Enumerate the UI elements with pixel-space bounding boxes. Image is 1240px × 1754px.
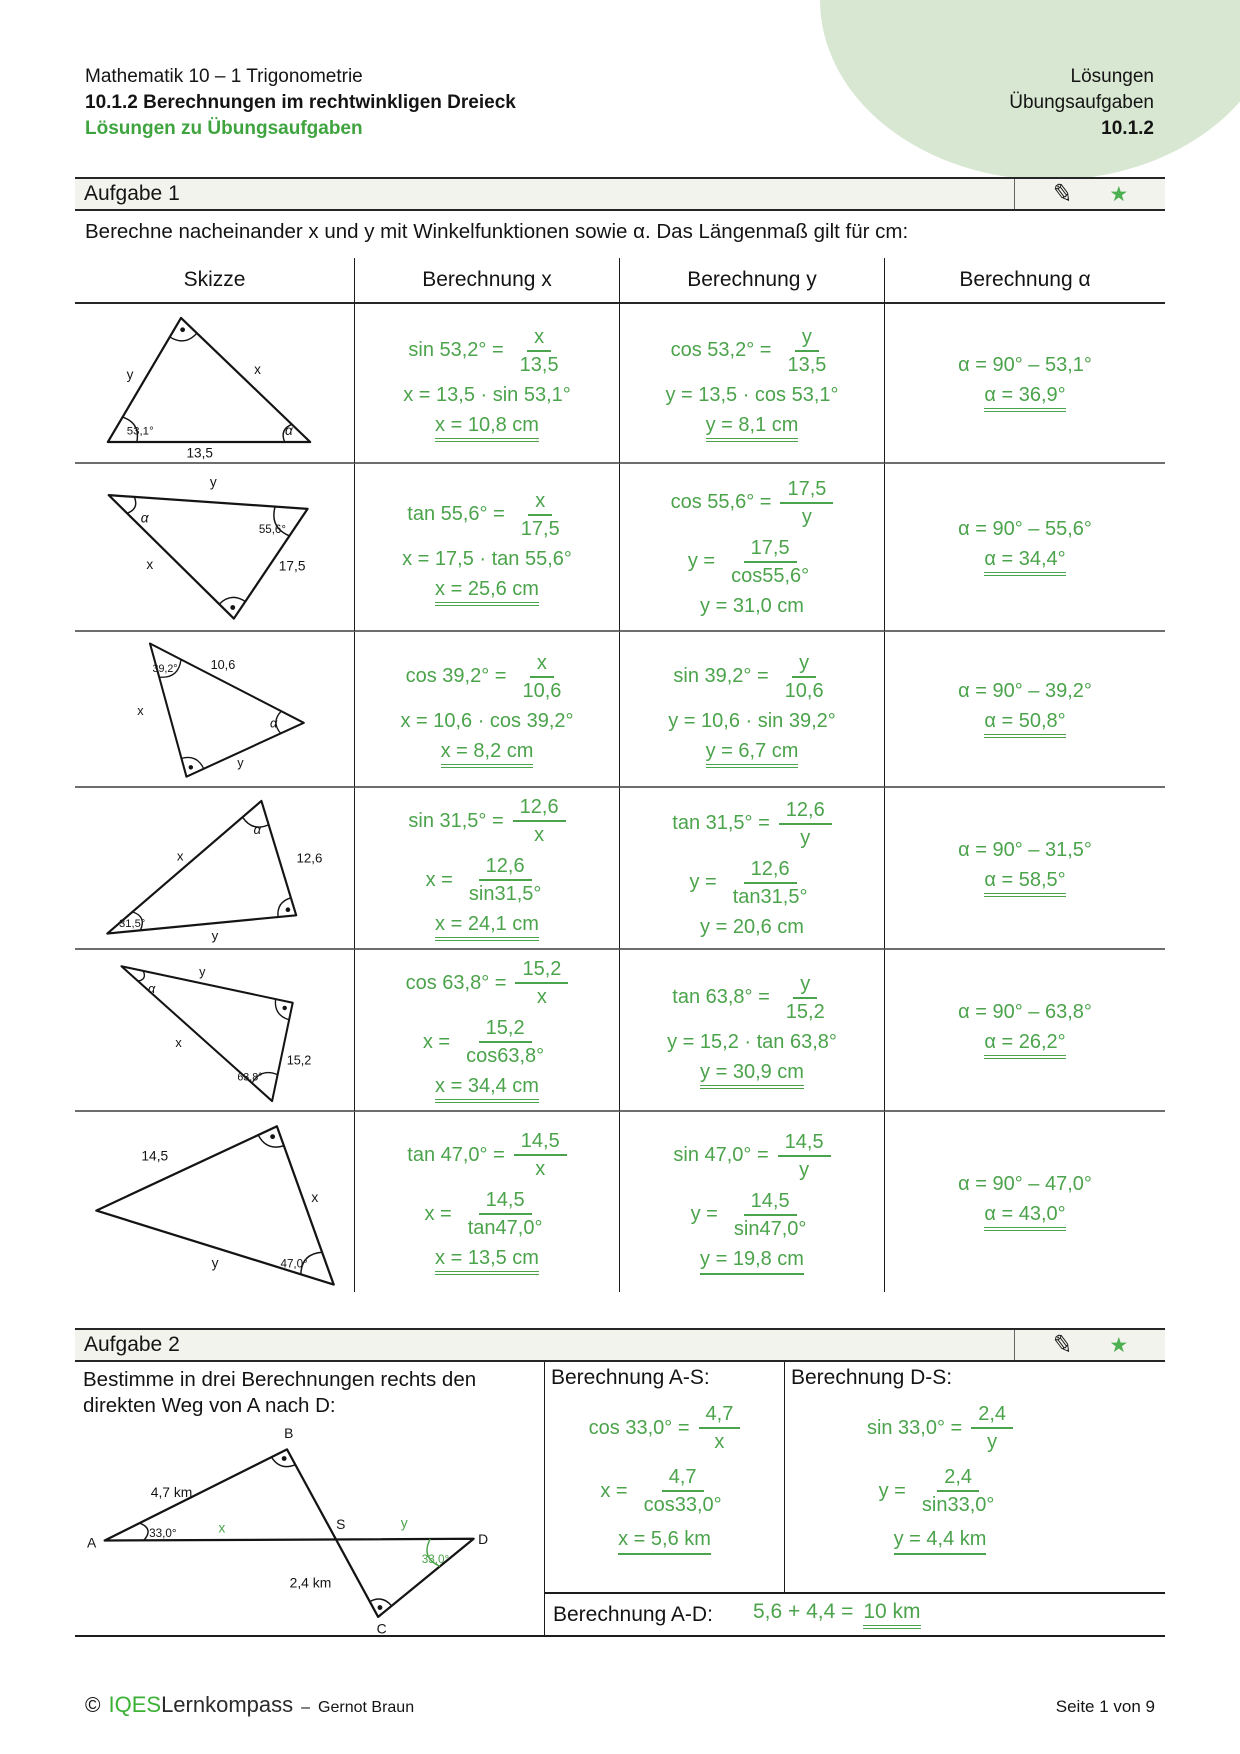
fraction-numerator: 2,4 (937, 1465, 979, 1492)
equation (407, 1129, 566, 1181)
calc-alpha-row1 (885, 304, 1165, 464)
instruction-line2: direkten Weg von A nach D: (83, 1394, 336, 1417)
fraction-numerator: 2,4 (971, 1402, 1013, 1429)
fraction-numerator: 14,5 (479, 1188, 532, 1215)
vertex-label-c: C (376, 1620, 387, 1637)
fraction (459, 1016, 551, 1068)
equation-lhs: sin 47,0° = (673, 1144, 769, 1166)
equation-step: x = 10,6 · cos 39,2° (400, 709, 574, 732)
aufgabe2-title: Aufgabe 2 (84, 1333, 180, 1356)
result-y: y = 19,8 cm (700, 1248, 804, 1275)
side-label-y: y (126, 366, 133, 382)
equation-lhs: y = (687, 550, 716, 572)
equation-lhs: x = (424, 1202, 452, 1225)
result-alpha: α = 34,4° (984, 548, 1065, 576)
right-angle-dot (230, 605, 235, 610)
aufgabe2-table (75, 1362, 1165, 1637)
fraction-numerator: 12,6 (479, 854, 532, 881)
segment-label-x: x (218, 1519, 226, 1536)
result-x: x = 24,1 cm (435, 913, 539, 941)
result-as: x = 5,6 km (618, 1528, 711, 1555)
result-x: x = 13,5 cm (435, 1247, 539, 1275)
equation-step: x = 17,5 · tan 55,6° (402, 547, 572, 570)
equation-step: y = 15,2 · tan 63,8° (667, 1030, 837, 1053)
equation (673, 651, 830, 703)
sketch-cell-row2 (75, 464, 355, 632)
equation-lhs: sin 39,2° = (673, 665, 769, 687)
equation (406, 957, 569, 1009)
base-label: 13,5 (185, 444, 213, 460)
right-angle-dot-c (378, 1605, 383, 1610)
sketch-cell-row3 (75, 632, 355, 788)
fraction-denominator: y (799, 1158, 810, 1181)
aufgabe1-title: Aufgabe 1 (84, 182, 180, 205)
equation (600, 1465, 728, 1517)
side-label-y: y (209, 474, 217, 490)
fraction-denominator: 10,6 (522, 679, 562, 702)
side-label-y: y (211, 1255, 218, 1271)
fraction-numerator: 14,5 (744, 1189, 797, 1216)
calc-x-row2 (355, 464, 620, 632)
sketch-cell-row6 (75, 1112, 355, 1292)
triangle-sketch-5 (104, 952, 326, 1107)
fraction (915, 1465, 1002, 1517)
equation-lhs: cos 55,6° = (670, 491, 772, 513)
fraction-denominator: sin47,0° (733, 1217, 807, 1240)
equation (671, 477, 834, 529)
side-label-right: 15,2 (286, 1053, 311, 1068)
calc-alpha-row6 (885, 1112, 1165, 1292)
pencil-icon: ✎ (1049, 178, 1075, 210)
equation-lhs: cos 33,0° = (588, 1416, 690, 1439)
vertex-label-a: A (87, 1534, 97, 1551)
aufgabe1-bar-icons (1014, 179, 1165, 209)
fraction-denominator: cos33,0° (643, 1494, 722, 1516)
fraction-denominator: 17,5 (520, 517, 560, 540)
equation-lhs: y = (878, 1479, 906, 1502)
fraction-denominator: y (800, 826, 811, 849)
side-label-x: x (174, 1036, 182, 1051)
equation-step: α = 90° – 47,0° (958, 1173, 1092, 1195)
side-label-x: x (310, 1190, 318, 1205)
corner-line3: 10.1.2 (1101, 118, 1154, 139)
fraction-denominator: cos55,6° (731, 564, 810, 587)
fraction (513, 795, 566, 847)
star-icon: ★ (1109, 182, 1129, 206)
fraction-denominator: sin31,5° (468, 883, 542, 905)
fraction (462, 854, 549, 906)
equation-step: y = 10,6 · sin 39,2° (668, 709, 836, 732)
equation (688, 536, 816, 588)
calc-as-equations (551, 1402, 778, 1555)
result-x: x = 8,2 cm (441, 740, 534, 768)
angle-label-bottom: 63,8° (236, 1071, 262, 1084)
equation-lhs: cos 63,8° = (405, 971, 507, 994)
triangle-sketch-2 (95, 466, 335, 629)
side-label-right: 17,5 (278, 558, 305, 574)
angle-label-left: 53,1° (126, 424, 154, 437)
result-ad: 10 km (863, 1600, 920, 1629)
result-x: x = 10,8 cm (435, 414, 539, 442)
calc-ds-equations (791, 1402, 1159, 1555)
angle-label-top: 39,2° (152, 663, 178, 676)
fraction (726, 857, 815, 909)
fraction-denominator: tan31,5° (732, 885, 808, 908)
fraction-denominator: 13,5 (519, 353, 559, 376)
calc-x-row6 (355, 1112, 620, 1292)
equation-lhs: cos 53,2° = (670, 339, 772, 361)
fraction (779, 972, 832, 1024)
equation-lhs: cos 39,2° = (405, 665, 507, 687)
equation (426, 854, 549, 906)
triangle-sketch-4 (99, 791, 331, 945)
side-label-left: 14,5 (140, 1148, 168, 1164)
fraction-numerator: 15,2 (479, 1016, 532, 1043)
result-alpha: α = 43,0° (984, 1203, 1065, 1231)
angle-label-a: 33,0° (149, 1527, 177, 1541)
corner-line1: Lösungen (1070, 66, 1154, 87)
calc-x-row5 (355, 950, 620, 1112)
fraction (727, 1189, 814, 1241)
equation-lhs: sin 53,2° = (408, 339, 504, 361)
equation (671, 325, 834, 377)
vertex-label-s: S (336, 1516, 346, 1533)
calc-y-row5 (620, 950, 885, 1112)
vertex-label-b: B (284, 1425, 294, 1442)
calc-as-label: Berechnung A-S: (551, 1366, 710, 1389)
calc-x-row1 (355, 304, 620, 464)
triangle-sketch-1 (96, 306, 334, 461)
fraction-numerator: x (528, 489, 552, 516)
footer-separator: – (301, 1699, 311, 1716)
calc-ad-label: Berechnung A-D: (553, 1602, 713, 1626)
star-icon: ★ (1109, 1333, 1129, 1357)
fraction (699, 1402, 741, 1454)
equation (691, 1189, 814, 1241)
fraction-denominator: x (714, 1431, 725, 1453)
result-y: y = 31,0 cm (700, 594, 804, 617)
equation (407, 489, 566, 541)
result-x: x = 25,6 cm (435, 578, 539, 606)
equation-lhs: sin 33,0° = (866, 1416, 963, 1439)
result-y: y = 30,9 cm (700, 1061, 804, 1089)
fraction-numerator: 12,6 (779, 798, 832, 825)
result-alpha: α = 58,5° (984, 869, 1065, 897)
brand-iqes: IQES (108, 1692, 162, 1717)
result-ds: y = 4,4 km (894, 1528, 987, 1555)
equation-step: α = 90° – 39,2° (958, 680, 1092, 702)
document-header (85, 64, 516, 142)
fraction-numerator: 4,7 (699, 1402, 741, 1429)
equation-step: α = 90° – 63,8° (958, 1001, 1092, 1023)
side-label-top: 10,6 (210, 658, 235, 673)
fraction-numerator: x (527, 325, 551, 352)
fraction-denominator: 13,5 (787, 353, 827, 376)
fraction-denominator: x (536, 986, 547, 1008)
fraction (780, 325, 833, 377)
fraction-numerator: y (793, 972, 817, 999)
angle-label-bottom: 47,0° (279, 1257, 308, 1271)
corner-line2: Übungsaufgaben (1009, 92, 1154, 113)
calc-alpha-row4 (885, 788, 1165, 950)
angle-label-left: 31,5° (118, 917, 145, 930)
equation (423, 1016, 551, 1068)
equation-step: x = 13,5 · sin 53,1° (403, 383, 571, 406)
fraction-denominator: x (534, 824, 545, 846)
fraction (461, 1188, 550, 1240)
equation-lhs: tan 63,8° = (672, 986, 770, 1008)
result-y: y = 6,7 cm (706, 740, 799, 768)
result-y: y = 8,1 cm (706, 414, 799, 442)
corner-label (1009, 64, 1154, 142)
side-label-right: 12,6 (296, 850, 322, 866)
calc-y-row1 (620, 304, 885, 464)
triangle-sketch-6 (86, 1116, 344, 1288)
fraction-denominator: sin33,0° (921, 1494, 995, 1516)
side-label-x: x (136, 704, 144, 719)
fraction-denominator: 15,2 (785, 1000, 825, 1023)
column-header-skizze: Skizze (75, 258, 355, 304)
equation (406, 651, 569, 703)
equation (673, 1130, 830, 1182)
equation-step: α = 90° – 55,6° (958, 518, 1092, 540)
calc-alpha-row2 (885, 464, 1165, 632)
right-angle-dot (285, 907, 290, 912)
calc-x-row4 (355, 788, 620, 950)
copyright-icon: © (85, 1694, 101, 1717)
equation-lhs: x = (425, 868, 453, 891)
aufgabe2-sketch-cell (75, 1362, 545, 1637)
fraction-numerator: 4,7 (662, 1465, 704, 1492)
calc-y-row6 (620, 1112, 885, 1292)
result-alpha: α = 36,9° (984, 384, 1065, 412)
sketch-cell-row1 (75, 304, 355, 464)
result-x: x = 34,4 cm (435, 1075, 539, 1103)
sketch-cell-row5 (75, 950, 355, 1112)
side-label-x: x (145, 556, 153, 572)
angle-label-right: 55,6° (258, 523, 286, 536)
triangle-sketch-3 (104, 634, 326, 783)
page-number: Seite 1 von 9 (1055, 1697, 1155, 1716)
equation (408, 795, 565, 847)
calc-y-row2 (620, 464, 885, 632)
fraction (724, 536, 816, 588)
equation-lhs: tan 31,5° = (672, 812, 770, 834)
fraction (778, 651, 831, 703)
fraction (514, 489, 567, 541)
angle-label-alpha: α (269, 717, 277, 732)
calc-ds-cell (785, 1362, 1165, 1592)
calc-ad-expression (753, 1600, 921, 1629)
pencil-icon: ✎ (1049, 1329, 1075, 1361)
side-label-y: y (236, 756, 244, 771)
fraction-denominator: cos63,8° (466, 1045, 545, 1067)
calc-y-row3 (620, 632, 885, 788)
side-label-y: y (211, 928, 218, 944)
header-course: Mathematik 10 – 1 Trigonometrie (85, 66, 363, 87)
fraction-numerator: 14,5 (514, 1129, 567, 1156)
equation-lhs: x = (600, 1479, 628, 1502)
aufgabe2-bar-icons (1014, 1330, 1165, 1360)
page-footer (85, 1692, 1155, 1718)
instruction-line1: Bestimme in drei Berechnungen rechts den (83, 1368, 477, 1391)
equation-lhs: sin 31,5° = (408, 809, 504, 832)
calc-x-row3 (355, 632, 620, 788)
equation (425, 1188, 550, 1240)
footer-brand (85, 1692, 414, 1718)
equation (672, 798, 831, 850)
aufgabe1-instruction: Berechne nacheinander x und y mit Winkelfunktionen sowie α. Das Längenmaß gilt für cm: (85, 220, 909, 243)
fraction (779, 798, 832, 850)
side-label-x: x (253, 361, 261, 377)
equation-step: α = 90° – 31,5° (958, 839, 1092, 861)
calc-ds-label: Berechnung D-S: (791, 1366, 953, 1389)
right-angle-dot (282, 1006, 286, 1010)
equation (879, 1465, 1002, 1517)
fraction (780, 477, 833, 529)
fraction-denominator: x (535, 1158, 546, 1180)
fraction (637, 1465, 729, 1517)
fraction (513, 325, 566, 377)
equation-lhs: tan 55,6° = (407, 503, 505, 525)
column-header-berechnung-x: Berechnung x (355, 258, 620, 304)
fraction-numerator: 17,5 (780, 477, 833, 504)
fraction (515, 957, 568, 1009)
calc-alpha-row3 (885, 632, 1165, 788)
right-angle-dot (180, 327, 185, 332)
equation-lhs: x = (422, 1030, 451, 1053)
equation (672, 972, 831, 1024)
equation (690, 857, 815, 909)
side-label-ab: 4,7 km (150, 1484, 193, 1501)
aufgabe2-bar (75, 1328, 1165, 1362)
aufgabe1-table (75, 258, 1165, 1292)
equation-lhs: tan 47,0° = (407, 1143, 505, 1166)
calc-as-cell (545, 1362, 785, 1592)
result-alpha: α = 26,2° (984, 1031, 1065, 1059)
path-sketch-abcd (83, 1419, 491, 1636)
calc-alpha-row5 (885, 950, 1165, 1112)
fraction-denominator: 10,6 (784, 679, 824, 702)
equation (867, 1402, 1013, 1454)
right-angle-dot-b (282, 1456, 287, 1461)
column-header-berechnung-y: Berechnung y (620, 258, 885, 304)
result-y: y = 20,6 cm (700, 915, 804, 938)
fraction-numerator: 12,6 (513, 795, 566, 822)
result-alpha: α = 50,8° (984, 710, 1065, 738)
equation-step: y = 13,5 · cos 53,1° (665, 383, 839, 406)
fraction (778, 1130, 831, 1182)
brand-lernkompass: Lernkompass (161, 1692, 294, 1717)
calc-y-row4 (620, 788, 885, 950)
fraction-numerator: y (792, 651, 816, 678)
equation (589, 1402, 741, 1454)
header-chapter: 10.1.2 Berechnungen im rechtwinkligen Dreieck (85, 92, 516, 113)
fraction-denominator: y (987, 1431, 998, 1453)
fraction-denominator: y (801, 505, 812, 528)
fraction (515, 651, 568, 703)
fraction-numerator: 17,5 (744, 536, 797, 563)
fraction (971, 1402, 1013, 1454)
fraction-denominator: tan47,0° (467, 1217, 543, 1239)
vertex-label-d: D (478, 1531, 489, 1548)
header-subtitle: Lösungen zu Übungsaufgaben (85, 118, 363, 139)
angle-label-d: 33,0° (421, 1553, 450, 1567)
fraction-numerator: x (530, 651, 554, 678)
equation-lhs: y = (689, 871, 717, 893)
calc-ad-cell (545, 1592, 1165, 1637)
sketch-cell-row4 (75, 788, 355, 950)
fraction-numerator: y (795, 325, 819, 352)
aufgabe2-instruction (83, 1367, 540, 1419)
column-header-berechnung-alpha: Berechnung α (885, 258, 1165, 304)
side-label-y: y (198, 965, 205, 980)
side-label-sc: 2,4 km (289, 1574, 332, 1591)
angle-label-alpha: α (147, 982, 155, 997)
fraction (514, 1129, 567, 1181)
fraction-numerator: 15,2 (515, 957, 568, 984)
right-angle-dot (188, 766, 192, 770)
equation-step: α = 90° – 53,1° (958, 354, 1092, 376)
fraction-numerator: 14,5 (778, 1130, 831, 1157)
segment-label-y: y (400, 1514, 408, 1531)
footer-author: Gernot Braun (318, 1699, 415, 1716)
equation-lhs: y = (690, 1203, 718, 1225)
angle-label-alpha: α (140, 510, 149, 526)
equation (408, 325, 565, 377)
fraction-numerator: 12,6 (744, 857, 797, 884)
angle-label-alpha: α (284, 422, 293, 438)
side-label-x: x (176, 848, 184, 864)
right-angle-dot (270, 1134, 275, 1139)
expression: 5,6 + 4,4 = (752, 1600, 854, 1623)
angle-label-alpha: α (252, 822, 261, 838)
aufgabe1-bar (75, 177, 1165, 211)
